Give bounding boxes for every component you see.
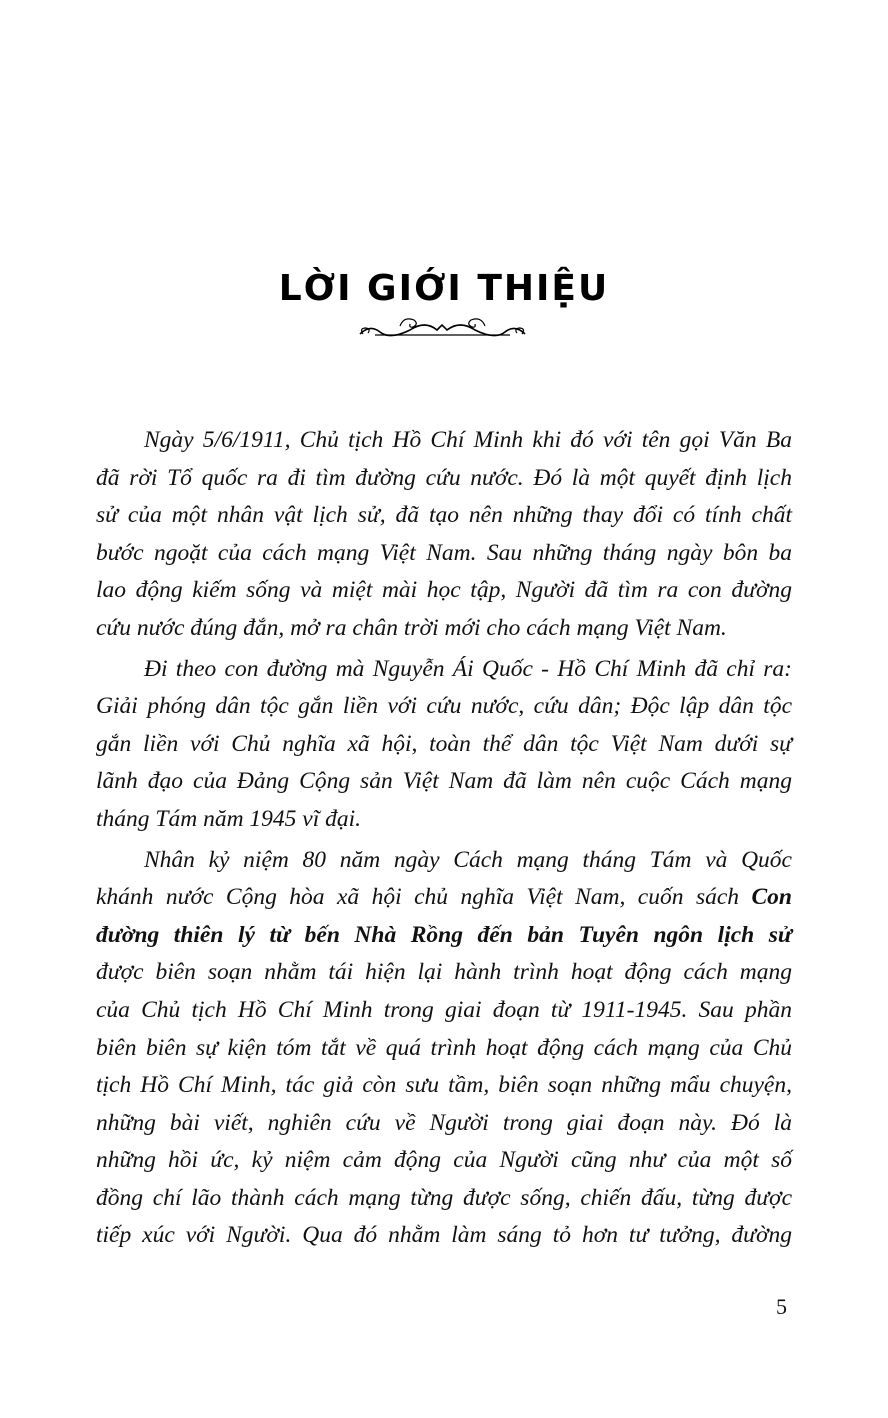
text-line: Nhân kỷ niệm 80 năm ngày Cách mạng tháng Tám và Quốc — [144, 846, 792, 873]
text-line: được biên soạn nhằm tái hiện lại hành trình hoạt động cách mạng — [96, 959, 792, 986]
text-line: tịch Hồ Chí Minh, tác giả còn sưu tầm, biên soạn những mẩu chuyện, — [96, 1072, 792, 1099]
ornament-flourish-icon — [355, 312, 530, 342]
body-text — [96, 422, 792, 1258]
text-line: Ngày 5/6/1911, Chủ tịch Hồ Chí Minh khi đó với tên gọi Văn Ba — [144, 427, 792, 453]
text-line — [96, 879, 792, 917]
text-line: bước ngoặt của cách mạng Việt Nam. Sau những tháng ngày bôn ba — [96, 539, 792, 566]
paragraph-1 — [96, 422, 792, 648]
text-segment: khánh nước Cộng hòa xã hội chủ nghĩa Việt Nam, cuốn sách — [96, 884, 752, 911]
text-line: sử của một nhân vật lịch sử, đã tạo nên những thay đổi có tính chất — [96, 502, 792, 529]
text-line: của Chủ tịch Hồ Chí Minh trong giai đoạn từ 1911-1945. Sau phần — [96, 996, 792, 1023]
book-title-start: Con — [751, 884, 792, 911]
text-line: đồng chí lão thành cách mạng từng được sống, chiến đấu, từng được — [96, 1184, 792, 1211]
text-line: đã rời Tổ quốc ra đi tìm đường cứu nước. Đó là một quyết định lịch — [96, 464, 792, 491]
paragraph-3 — [96, 842, 792, 1256]
text-line: những bài viết, nghiên cứu về Người trong giai đoạn này. Đó là — [96, 1109, 792, 1136]
text-line: lãnh đạo của Đảng Cộng sản Việt Nam đã làm nên cuộc Cách mạng — [96, 768, 792, 795]
text-line: cứu nước đúng đắn, mở ra chân trời mới cho cách mạng Việt Nam. — [96, 614, 727, 641]
page-title: LỜI GIỚI THIỆU — [278, 268, 610, 309]
page-number: 5 — [776, 1294, 787, 1319]
text-line: biên biên sự kiện tóm tắt về quá trình hoạt động cách mạng của Chủ — [96, 1034, 792, 1061]
text-line — [96, 917, 792, 955]
text-line: tháng Tám năm 1945 vĩ đại. — [96, 805, 362, 832]
text-line: Đi theo con đường mà Nguyễn Ái Quốc - Hồ Chí Minh đã chỉ ra: — [144, 655, 792, 682]
book-title-rest: đường thiên lý từ bến Nhà Rồng đến bản Tuyên ngôn lịch sử — [96, 921, 792, 948]
text-line: gắn liền với Chủ nghĩa xã hội, toàn thể dân tộc Việt Nam dưới sự — [96, 730, 792, 757]
text-line: lao động kiếm sống và miệt mài học tập, Người đã tìm ra con đường — [96, 577, 792, 604]
paragraph-2 — [96, 651, 792, 839]
text-line: những hồi ức, kỷ niệm cảm động của Người cũng như của một số — [96, 1147, 792, 1174]
text-line: tiếp xúc với Người. Qua đó nhằm làm sáng tỏ hơn tư tưởng, đường — [96, 1222, 792, 1249]
text-line: Giải phóng dân tộc gắn liền với cứu nước, cứu dân; Độc lập dân tộc — [96, 693, 792, 720]
